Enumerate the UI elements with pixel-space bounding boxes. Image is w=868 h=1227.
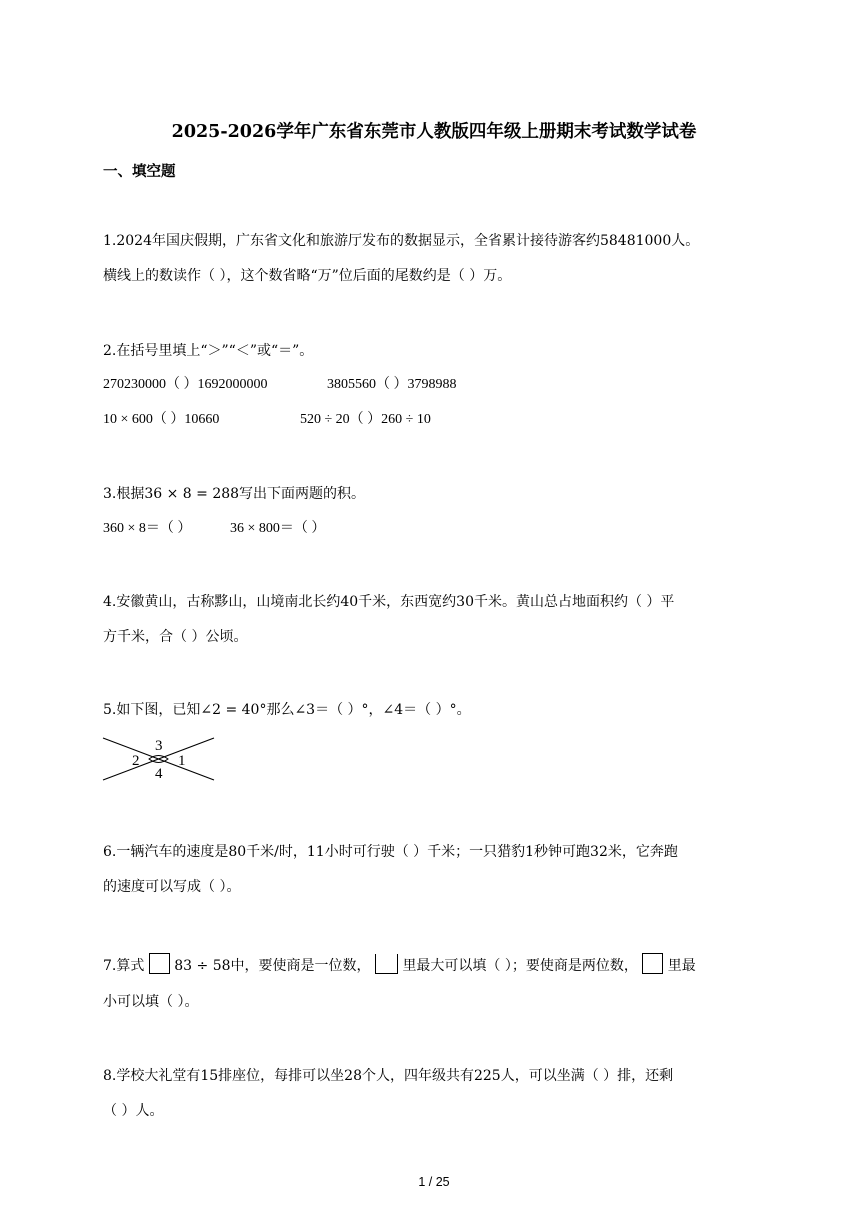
blank-box xyxy=(149,953,170,974)
page-number: 1 / 25 xyxy=(418,1175,450,1189)
angle-label-1: 1 xyxy=(178,753,186,769)
question-7-part-3: 里最大可以填（ ）；要使商是两位数， xyxy=(402,958,638,974)
page-title: 2025-2026学年广东省东莞市人教版四年级上册期末考试数学试卷 xyxy=(171,122,697,142)
section-heading: 一、填空题 xyxy=(103,163,176,180)
question-3-line-2-b: 36 × 800＝（ ） xyxy=(230,521,326,536)
question-4-line-2: 方千米，合（ ）公顷。 xyxy=(103,629,248,645)
question-7-line-1 xyxy=(103,953,696,975)
angle-figure xyxy=(100,734,218,782)
question-8-line-2: （ ）人。 xyxy=(103,1103,164,1119)
question-8-line-1: 8.学校大礼堂有15排座位，每排可以坐28个人，四年级共有225人，可以坐满（ ）排，还剩 xyxy=(103,1068,674,1084)
question-7-part-4: 里最 xyxy=(667,958,696,974)
question-5-line-1: 5.如下图，已知∠2 = 40°那么∠3＝（ ）°，∠4＝（ ）°。 xyxy=(103,702,471,718)
question-3-line-2-a: 360 × 8＝（ ） xyxy=(103,521,192,536)
question-4-line-1: 4.安徽黄山，古称黟山，山境南北长约40千米，东西宽约30千米。黄山总占地面积约（ ）平 xyxy=(103,594,675,610)
question-2-row-1-a: 270230000（ ）1692000000 xyxy=(103,377,268,392)
question-2-line-1: 2.在括号里填上“＞”“＜”或“＝”。 xyxy=(103,343,314,359)
question-1-line-1: 1.2024年国庆假期，广东省文化和旅游厅发布的数据显示，全省累计接待游客约58481000人。 xyxy=(103,233,700,249)
angle-label-3: 3 xyxy=(155,738,163,754)
question-7-part-2: 83 ÷ 58中，要使商是一位数， xyxy=(174,958,371,974)
blank-box xyxy=(642,953,663,974)
angle-label-2: 2 xyxy=(132,753,140,769)
question-2-row-2-a: 10 × 600（ ）10660 xyxy=(103,412,220,427)
question-2-row-2-b: 520 ÷ 20（ ）260 ÷ 10 xyxy=(300,412,431,427)
question-2-row-1-b: 3805560（ ）3798988 xyxy=(327,377,457,392)
question-7-part-1: 7.算式 xyxy=(103,958,145,974)
question-7-line-2: 小可以填（ ）。 xyxy=(103,994,199,1010)
question-3-line-1: 3.根据36 × 8 = 288写出下面两题的积。 xyxy=(103,486,366,502)
question-6-line-1: 6.一辆汽车的速度是80千米/时，11小时可行驶（ ）千米；一只猎豹1秒钟可跑32米，它奔跑 xyxy=(103,844,678,860)
question-1-line-2: 横线上的数读作（ ），这个数省略“万”位后面的尾数约是（ ）万。 xyxy=(103,268,512,284)
blank-box-open xyxy=(375,954,398,974)
question-6-line-2: 的速度可以写成（ ）。 xyxy=(103,879,241,895)
angle-label-4: 4 xyxy=(155,766,163,782)
